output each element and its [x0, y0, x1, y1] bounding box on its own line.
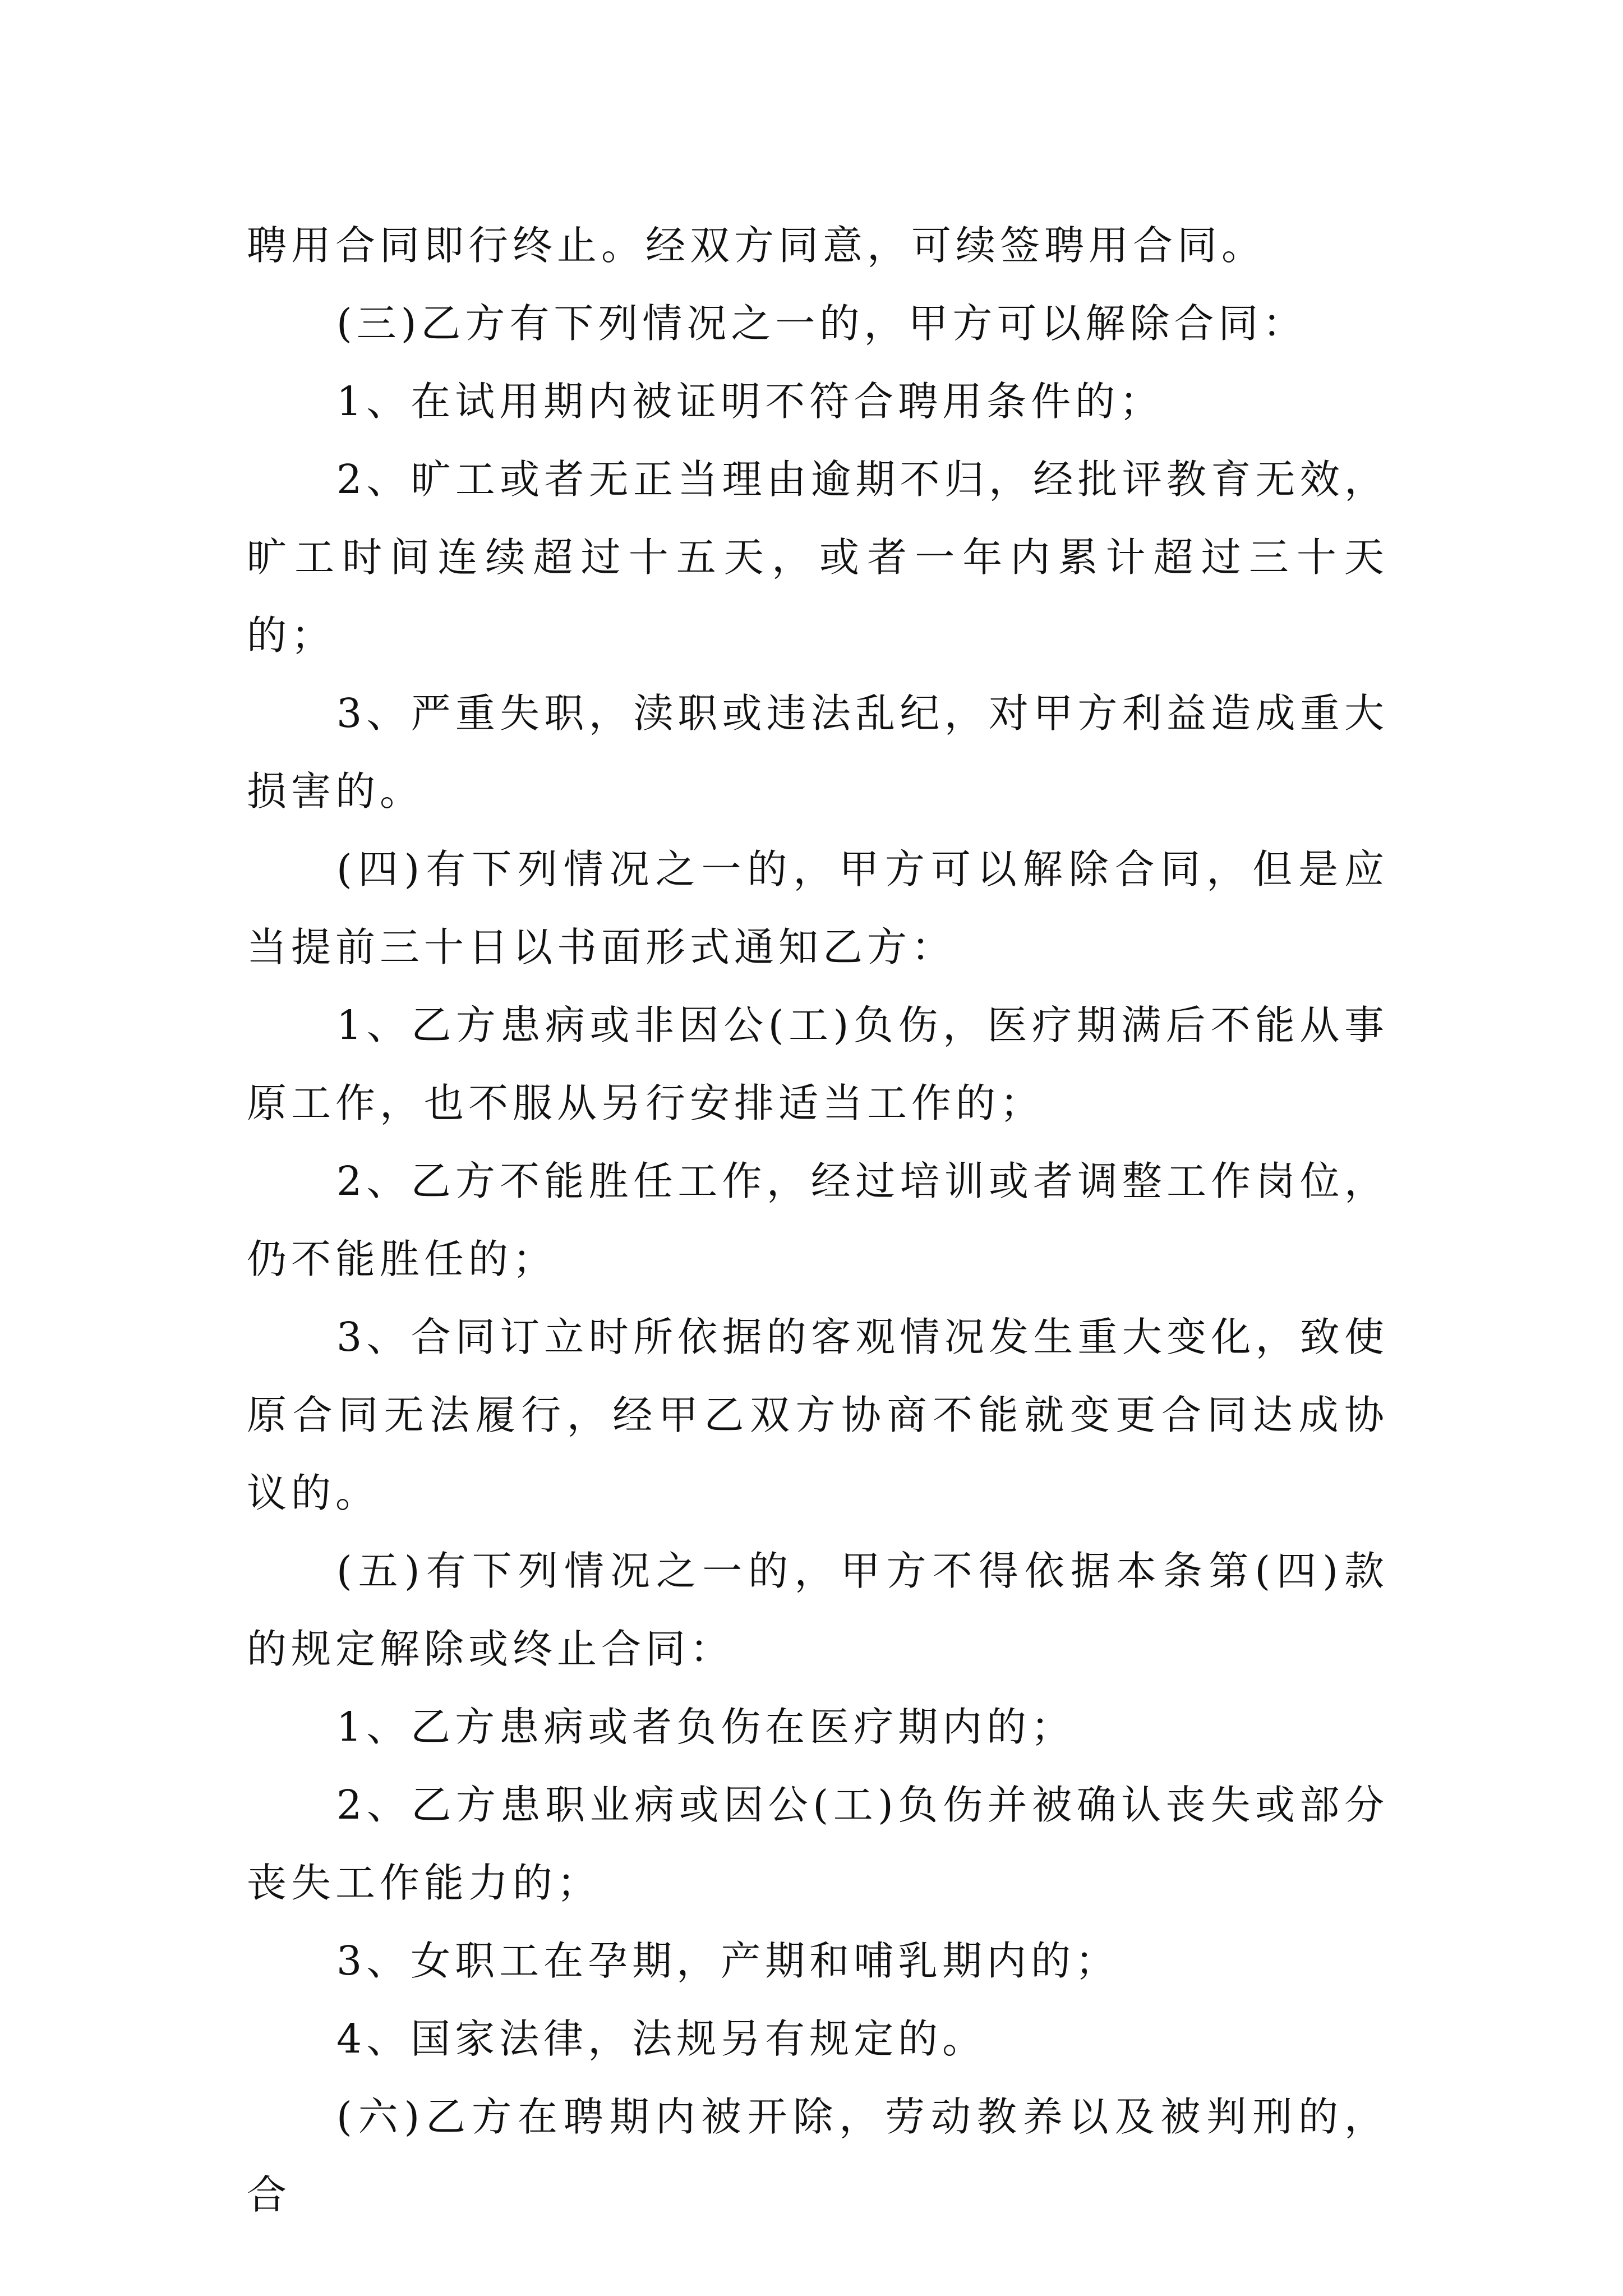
paragraph-12: 2、乙方患职业病或因公(工)负伤并被确认丧失或部分丧失工作能力的； — [247, 1782, 1389, 1906]
paragraph-11: 1、乙方患病或者负伤在医疗期内的； — [336, 1704, 1076, 1750]
paragraph-6: (四)有下列情况之一的，甲方可以解除合同，但是应当提前三十日以书面形式通知乙方： — [247, 846, 1389, 970]
paragraph-14: 4、国家法律，法规另有规定的。 — [336, 2016, 987, 2062]
paragraph-2: (三)乙方有下列情况之一的，甲方可以解除合同： — [336, 300, 1307, 347]
paragraph-8: 2、乙方不能胜任工作，经过培训或者调整工作岗位，仍不能胜任的； — [247, 1158, 1389, 1282]
paragraph-3: 1、在试用期内被证明不符合聘用条件的； — [336, 378, 1164, 425]
paragraph-15: (六)乙方在聘期内被开除，劳动教养以及被判刑的，合 — [247, 2093, 1389, 2218]
document-body — [247, 206, 1389, 2234]
paragraph-13: 3、女职工在孕期，产期和哺乳期内的； — [336, 1938, 1120, 1984]
paragraph-10: (五)有下列情况之一的，甲方不得依据本条第(四)款的规定解除或终止合同： — [247, 1548, 1389, 1672]
paragraph-7: 1、乙方患病或非因公(工)负伤，医疗期满后不能从事原工作，也不服从另行安排适当工作的； — [247, 1002, 1389, 1126]
paragraph-9: 3、合同订立时所依据的客观情况发生重大变化，致使原合同无法履行，经甲乙双方协商不能就变更合同达成协议的。 — [247, 1314, 1389, 1516]
paragraph-4: 2、旷工或者无正当理由逾期不归，经批评教育无效，旷工时间连续超过十五天，或者一年内累计超过三十天的； — [247, 456, 1389, 659]
paragraph-5: 3、严重失职，渎职或违法乱纪，对甲方利益造成重大损害的。 — [247, 690, 1389, 815]
paragraph-1: 聘用合同即行终止。经双方同意，可续签聘用合同。 — [247, 222, 1266, 269]
